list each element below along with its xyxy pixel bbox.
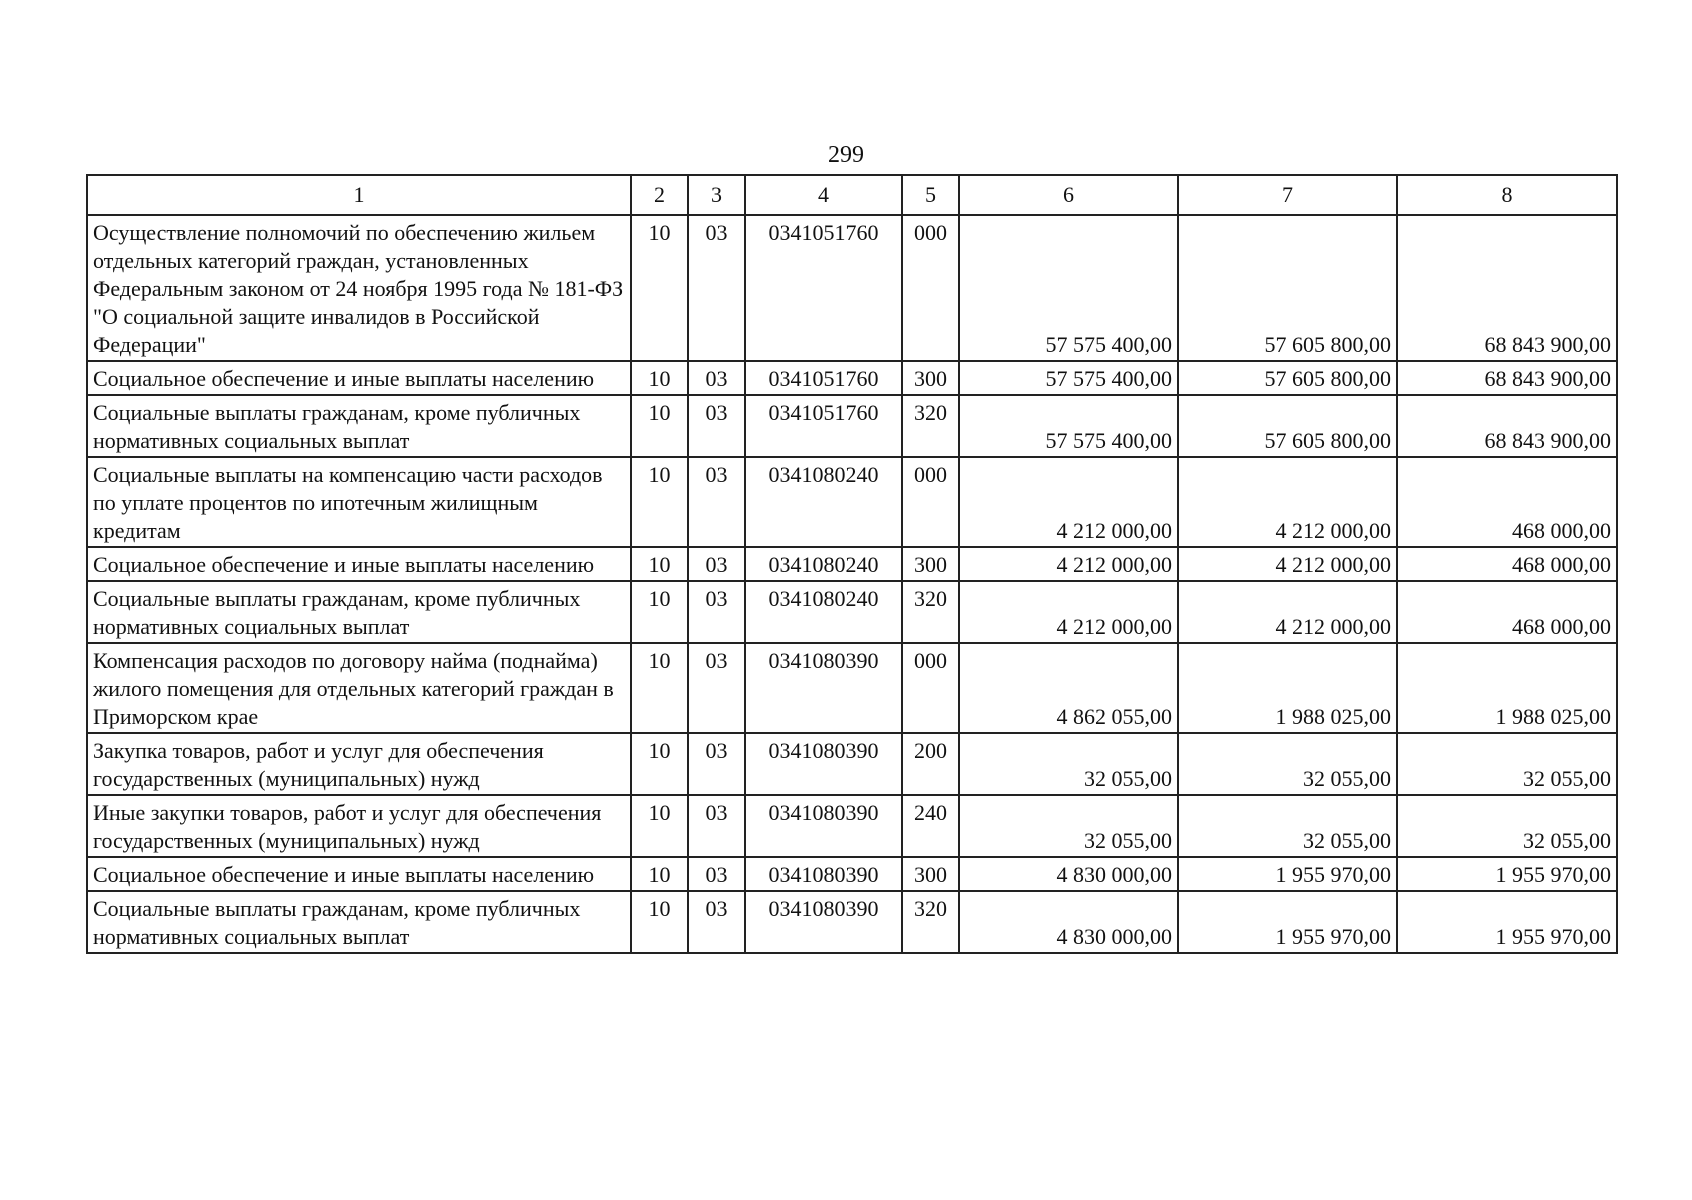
expense-name-cell: Иные закупки товаров, работ и услуг для обеспечения государственных (муниципальных) нужд <box>87 795 631 857</box>
subsection-code-cell: 03 <box>688 581 745 643</box>
amount-col8-cell: 32 055,00 <box>1397 795 1617 857</box>
expense-name-cell: Закупка товаров, работ и услуг для обеспечения государственных (муниципальных) нужд <box>87 733 631 795</box>
subsection-code-cell: 03 <box>688 795 745 857</box>
amount-col6-cell: 4 830 000,00 <box>959 891 1178 953</box>
expense-name-cell: Осуществление полномочий по обеспечению жильем отдельных категорий граждан, установленных Федеральным законом от 24 ноября 1995 года № 181-ФЗ "О социальной защите инвалидов в Российской Федерации" <box>87 215 631 361</box>
budget-table <box>86 174 1618 954</box>
amount-col8-cell: 68 843 900,00 <box>1397 215 1617 361</box>
section-code-cell: 10 <box>631 361 688 395</box>
expense-type-cell: 240 <box>902 795 959 857</box>
amount-col8-cell: 468 000,00 <box>1397 457 1617 547</box>
column-header: 7 <box>1178 175 1397 215</box>
column-header: 4 <box>745 175 902 215</box>
amount-col6-cell: 32 055,00 <box>959 733 1178 795</box>
section-code-cell: 10 <box>631 547 688 581</box>
amount-col8-cell: 468 000,00 <box>1397 547 1617 581</box>
target-article-cell: 0341080390 <box>745 733 902 795</box>
subsection-code-cell: 03 <box>688 643 745 733</box>
amount-col6-cell: 32 055,00 <box>959 795 1178 857</box>
subsection-code-cell: 03 <box>688 395 745 457</box>
target-article-cell: 0341080240 <box>745 457 902 547</box>
amount-col6-cell: 4 830 000,00 <box>959 857 1178 891</box>
table-row <box>87 643 1617 733</box>
target-article-cell: 0341080240 <box>745 581 902 643</box>
column-header: 8 <box>1397 175 1617 215</box>
column-header: 5 <box>902 175 959 215</box>
amount-col6-cell: 4 212 000,00 <box>959 457 1178 547</box>
subsection-code-cell: 03 <box>688 733 745 795</box>
table-row <box>87 795 1617 857</box>
page-number: 299 <box>828 142 864 168</box>
target-article-cell: 0341080240 <box>745 547 902 581</box>
expense-name-cell: Социальное обеспечение и иные выплаты населению <box>87 857 631 891</box>
amount-col7-cell: 4 212 000,00 <box>1178 547 1397 581</box>
amount-col6-cell: 57 575 400,00 <box>959 361 1178 395</box>
subsection-code-cell: 03 <box>688 457 745 547</box>
section-code-cell: 10 <box>631 581 688 643</box>
target-article-cell: 0341051760 <box>745 361 902 395</box>
target-article-cell: 0341080390 <box>745 857 902 891</box>
section-code-cell: 10 <box>631 643 688 733</box>
amount-col7-cell: 32 055,00 <box>1178 733 1397 795</box>
table-row <box>87 215 1617 361</box>
table-row <box>87 361 1617 395</box>
amount-col7-cell: 57 605 800,00 <box>1178 215 1397 361</box>
subsection-code-cell: 03 <box>688 547 745 581</box>
expense-type-cell: 000 <box>902 457 959 547</box>
amount-col8-cell: 68 843 900,00 <box>1397 361 1617 395</box>
table-row <box>87 547 1617 581</box>
expense-type-cell: 300 <box>902 547 959 581</box>
section-code-cell: 10 <box>631 395 688 457</box>
expense-name-cell: Компенсация расходов по договору найма (поднайма) жилого помещения для отдельных категорий граждан в Приморском крае <box>87 643 631 733</box>
expense-type-cell: 000 <box>902 643 959 733</box>
expense-type-cell: 320 <box>902 581 959 643</box>
expense-type-cell: 200 <box>902 733 959 795</box>
amount-col6-cell: 4 212 000,00 <box>959 581 1178 643</box>
expense-type-cell: 300 <box>902 857 959 891</box>
table-row <box>87 891 1617 953</box>
amount-col7-cell: 1 988 025,00 <box>1178 643 1397 733</box>
target-article-cell: 0341080390 <box>745 795 902 857</box>
table-row <box>87 857 1617 891</box>
amount-col7-cell: 1 955 970,00 <box>1178 891 1397 953</box>
amount-col7-cell: 32 055,00 <box>1178 795 1397 857</box>
amount-col7-cell: 57 605 800,00 <box>1178 395 1397 457</box>
target-article-cell: 0341080390 <box>745 643 902 733</box>
expense-type-cell: 320 <box>902 891 959 953</box>
column-header: 1 <box>87 175 631 215</box>
subsection-code-cell: 03 <box>688 857 745 891</box>
expense-name-cell: Социальное обеспечение и иные выплаты населению <box>87 547 631 581</box>
amount-col8-cell: 1 955 970,00 <box>1397 891 1617 953</box>
amount-col8-cell: 32 055,00 <box>1397 733 1617 795</box>
amount-col6-cell: 57 575 400,00 <box>959 395 1178 457</box>
expense-name-cell: Социальные выплаты гражданам, кроме публичных нормативных социальных выплат <box>87 581 631 643</box>
expense-name-cell: Социальные выплаты на компенсацию части расходов по уплате процентов по ипотечным жилищным кредитам <box>87 457 631 547</box>
amount-col7-cell: 57 605 800,00 <box>1178 361 1397 395</box>
column-header: 6 <box>959 175 1178 215</box>
section-code-cell: 10 <box>631 215 688 361</box>
target-article-cell: 0341051760 <box>745 395 902 457</box>
amount-col8-cell: 1 988 025,00 <box>1397 643 1617 733</box>
amount-col7-cell: 4 212 000,00 <box>1178 457 1397 547</box>
subsection-code-cell: 03 <box>688 215 745 361</box>
amount-col7-cell: 1 955 970,00 <box>1178 857 1397 891</box>
expense-type-cell: 000 <box>902 215 959 361</box>
table-row <box>87 457 1617 547</box>
amount-col7-cell: 4 212 000,00 <box>1178 581 1397 643</box>
section-code-cell: 10 <box>631 457 688 547</box>
section-code-cell: 10 <box>631 733 688 795</box>
amount-col6-cell: 4 862 055,00 <box>959 643 1178 733</box>
amount-col6-cell: 57 575 400,00 <box>959 215 1178 361</box>
section-code-cell: 10 <box>631 891 688 953</box>
expense-name-cell: Социальные выплаты гражданам, кроме публичных нормативных социальных выплат <box>87 891 631 953</box>
expense-type-cell: 300 <box>902 361 959 395</box>
column-header: 3 <box>688 175 745 215</box>
section-code-cell: 10 <box>631 857 688 891</box>
subsection-code-cell: 03 <box>688 361 745 395</box>
column-header: 2 <box>631 175 688 215</box>
subsection-code-cell: 03 <box>688 891 745 953</box>
table-row <box>87 733 1617 795</box>
expense-type-cell: 320 <box>902 395 959 457</box>
target-article-cell: 0341080390 <box>745 891 902 953</box>
amount-col8-cell: 468 000,00 <box>1397 581 1617 643</box>
table-row <box>87 395 1617 457</box>
table-header-row <box>87 175 1617 215</box>
amount-col6-cell: 4 212 000,00 <box>959 547 1178 581</box>
expense-name-cell: Социальные выплаты гражданам, кроме публичных нормативных социальных выплат <box>87 395 631 457</box>
amount-col8-cell: 68 843 900,00 <box>1397 395 1617 457</box>
target-article-cell: 0341051760 <box>745 215 902 361</box>
expense-name-cell: Социальное обеспечение и иные выплаты населению <box>87 361 631 395</box>
table-row <box>87 581 1617 643</box>
amount-col8-cell: 1 955 970,00 <box>1397 857 1617 891</box>
section-code-cell: 10 <box>631 795 688 857</box>
